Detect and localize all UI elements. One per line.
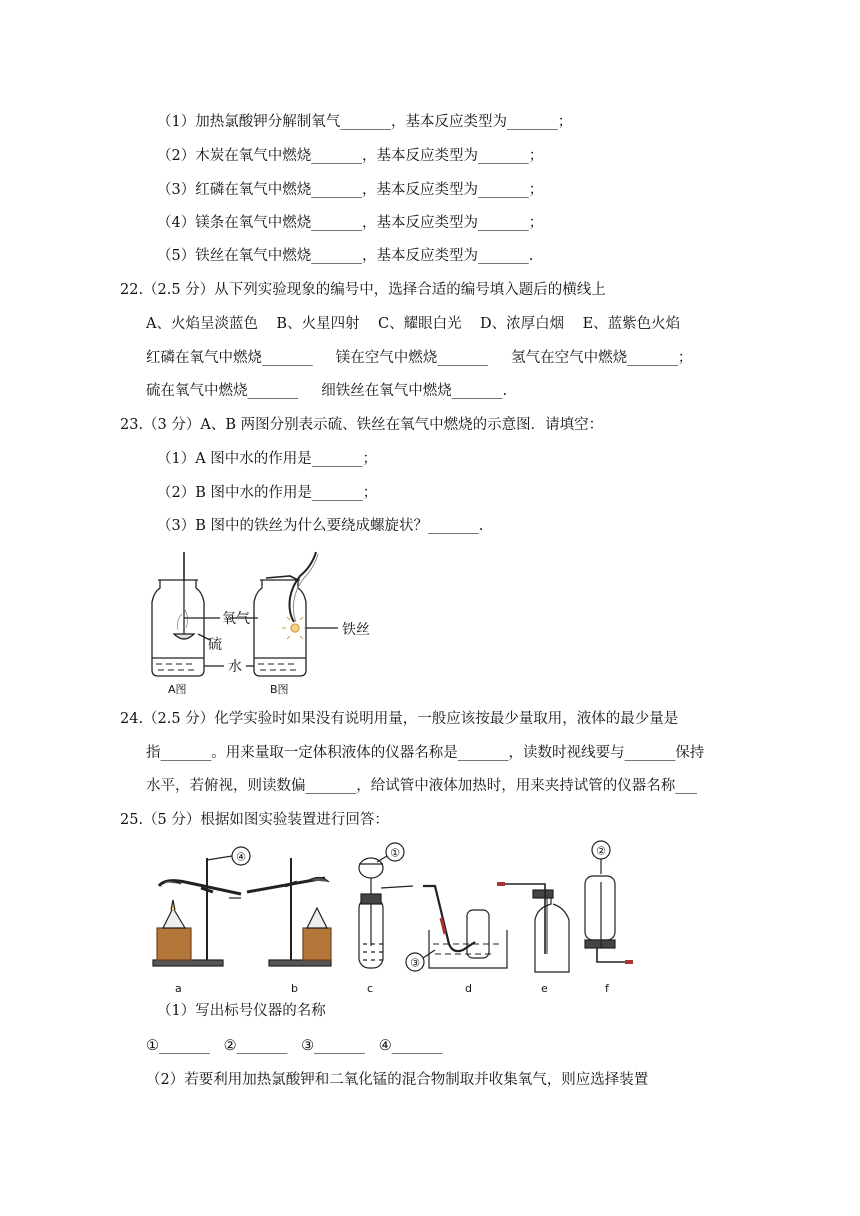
caption-b: b xyxy=(291,982,298,995)
caption-d: d xyxy=(465,982,472,995)
q23-item-3: （3）B 图中的铁丝为什么要绕成螺旋状？_______. xyxy=(157,518,484,534)
label-water: 水 xyxy=(228,659,242,675)
caption-b: B图 xyxy=(270,683,289,696)
caption-c: c xyxy=(367,982,374,995)
q24-line-2: 指_______。用来量取一定体积液体的仪器名称是_______，读数时视线要与_______保持 xyxy=(146,745,705,761)
q21-item-4: （4）镁条在氧气中燃烧_______，基本反应类型为_______； xyxy=(157,215,544,231)
mark-4: ④ xyxy=(236,850,246,864)
q24-line-3: 水平，若俯视，则读数偏_______，给试管中液体加热时，用来夹持试管的仪器名称___ xyxy=(146,778,697,794)
q22-stem: 22.（2.5 分）从下列实验现象的编号中，选择合适的编号填入题后的横线上 xyxy=(120,282,606,298)
mark-3: ③ xyxy=(410,956,420,970)
q21-item-1: （1）加热氯酸钾分解制氧气_______，基本反应类型为_______； xyxy=(157,114,573,130)
q21-item-3: （3）红磷在氧气中燃烧_______，基本反应类型为_______； xyxy=(157,182,544,198)
caption-a: A图 xyxy=(168,683,187,696)
label-iron-wire: 铁丝 xyxy=(342,622,370,638)
apparatus-f xyxy=(585,841,633,962)
apparatus-c xyxy=(359,843,413,968)
q23-stem: 23.（3 分）A、B 两图分别表示硫、铁丝在氧气中燃烧的示意图．请填空： xyxy=(120,417,604,433)
q22-line-2: 硫在氧气中燃烧_______ 细铁丝在氧气中燃烧_______. xyxy=(146,383,508,399)
mark-2: ② xyxy=(596,844,606,858)
q25-sub-1: （1）写出标号仪器的名称 xyxy=(157,1003,326,1019)
q25-sub-2: （2）若要利用加热氯酸钾和二氧化锰的混合物制取并收集氧气，则应选择装置 xyxy=(146,1072,649,1088)
mark-1: ① xyxy=(390,846,400,860)
label-oxygen: 氧气 xyxy=(222,611,250,627)
q24-line-1: 24.（2.5 分）化学实验时如果没有说明用量，一般应该按最少量取用，液体的最少量是 xyxy=(120,711,679,727)
q25-stem: 25.（5 分）根据如图实验装置进行回答： xyxy=(120,812,389,828)
label-sulfur: 硫 xyxy=(208,637,222,653)
q25-figure xyxy=(145,838,645,1000)
q23-item-2: （2）B 图中水的作用是_______； xyxy=(157,485,378,501)
q23-figure xyxy=(140,550,400,698)
apparatus-e xyxy=(497,884,569,972)
apparatus-b xyxy=(247,858,331,966)
jar-b xyxy=(254,552,318,676)
caption-f: f xyxy=(605,982,609,995)
q21-item-2: （2）木炭在氧气中燃烧_______，基本反应类型为_______； xyxy=(157,148,544,164)
q21-item-5: （5）铁丝在氧气中燃烧_______，基本反应类型为_______. xyxy=(157,248,534,264)
jar-a xyxy=(152,552,204,676)
caption-e: e xyxy=(541,982,548,995)
q23-item-1: （1）A 图中水的作用是_______； xyxy=(157,451,378,467)
apparatus-d xyxy=(406,886,507,971)
caption-a: a xyxy=(175,982,182,995)
q22-line-1: 红磷在氧气中燃烧_______ 镁在空气中燃烧_______ 氢气在空气中燃烧_______； xyxy=(146,350,693,366)
q22-options: A、火焰呈淡蓝色 B、火星四射 C、耀眼白光 D、浓厚白烟 E、蓝紫色火焰 xyxy=(146,316,681,332)
apparatus-a xyxy=(153,847,250,966)
q25-blanks: ①_______ ②_______ ③_______ ④_______ xyxy=(146,1038,443,1054)
